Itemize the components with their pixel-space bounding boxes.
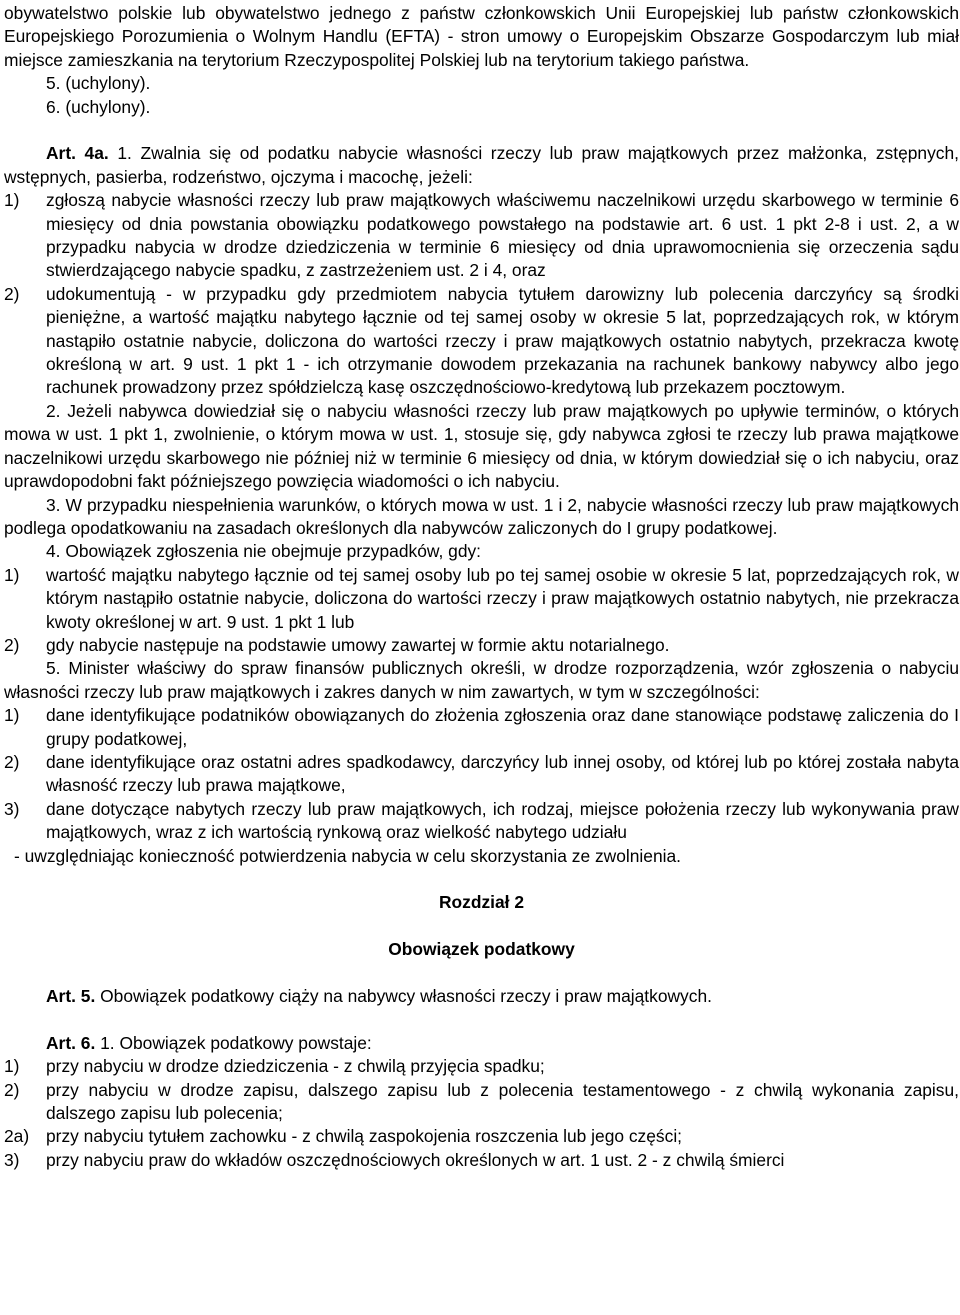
item-text: przy nabyciu tytułem zachowku - z chwilą zaspokojenia roszczenia lub jego części; (46, 1126, 683, 1147)
item-text: przy nabyciu w drodze dziedziczenia - z chwilą przyjęcia spadku; (46, 1056, 545, 1077)
item-number: 1) (4, 190, 20, 211)
art-4a-paragraph-5: 5. Minister właściwy do spraw finansów publicznych określi, w drodze rozporządzenia, wzór zgłoszenia o nabyciu własności rzeczy lub praw majątkowych i zakres danych w nim zawartych, w tym w szczególności: (4, 658, 959, 702)
art-6-text: 1. Obowiązek podatkowy powstaje: (95, 1032, 372, 1053)
item-number: 2) (4, 283, 20, 304)
spacer (4, 915, 959, 938)
item-text: dane identyfikujące oraz ostatni adres spadkodawcy, darczyńcy lub innej osoby, od której lub po której została nabyta własność rzeczy lub prawa majątkowe, (46, 751, 959, 796)
item-number: 1) (4, 564, 20, 585)
item-text: udokumentują - w przypadku gdy przedmiotem nabycia tytułem darowizny lub polecenia darczyńcy są środki pieniężne, a wartość majątku nabytego łącznie od tej samej osoby w okresie 5 lat, poprzedzających rok, w którym nastąpiło ostatnie nabycie, doliczona do wartości rzeczy i praw majątkowych ostatnio nabytych, przekracza kwotę określoną w art. 9 ust. 1 pkt 1 - ich otrzymanie dowodem przekazania na rachunek bankowy nabywcy albo jego rachunek prowadzony przez spółdzielczą kasę oszczędnościowo-kredytową lub przekazem pocztowym. (46, 283, 959, 398)
document-page (4, 2, 959, 1172)
art-4a-paragraph-5-tail: - uwzględniając konieczność potwierdzenia nabycia w celu skorzystania ze zwolnienia. (14, 845, 681, 866)
item-number: 1) (4, 1056, 20, 1077)
item-text: wartość majątku nabytego łącznie od tej samej osoby lub po tej samej osobie w okresie 5 lat, poprzedzających rok, w którym nastąpiło ostatnie nabycie, doliczona do wartości rzeczy i praw majątkowych ostatnio nabytych, nie przekracza kwoty określonej w art. 9 ust. 1 pkt 1 lub (46, 564, 959, 632)
item-text: przy nabyciu w drodze zapisu, dalszego zapisu lub z polecenia testamentowego - z chwilą wykonania zapisu, dalszego zapisu lub polecenia; (46, 1079, 959, 1124)
item-number: 3) (4, 798, 20, 819)
top-paragraph: obywatelstwo polskie lub obywatelstwo jednego z państw członkowskich Unii Europejskiej lub państw członkowskich Europejskiego Porozumienia o Wolnym Handlu (EFTA) - stron umowy o Europejskim Obszarze Gospodarczym lub miał miejsce zamieszkania na terytorium Rzeczypospolitej Polskiej lub na terytorium takiego państwa. (4, 3, 959, 70)
spacer (4, 1008, 959, 1031)
art-6-paragraph-1 (4, 1032, 959, 1055)
repealed-item-5: 5. (uchylony). (46, 73, 151, 94)
item-number: 2) (4, 751, 20, 772)
art-5-label: Art. 5. (46, 986, 96, 1006)
art-6-item (4, 1125, 959, 1148)
art-4a-p1-item (4, 283, 959, 400)
art-4a-paragraph-3: 3. W przypadku niespełnienia warunków, o których mowa w ust. 1 i 2, nabycie własności rzeczy lub praw majątkowych podlega opodatkowaniu na zasadach określonych dla nabywców zaliczonych do I grupy podatkowej. (4, 494, 959, 538)
art-6-item (4, 1055, 959, 1078)
item-number: 1) (4, 705, 20, 726)
art-4a-paragraph-4: 4. Obowiązek zgłoszenia nie obejmuje przypadków, gdy: (46, 541, 482, 562)
chapter-title: Obowiązek podatkowy (388, 939, 575, 960)
art-4a-p4-item (4, 634, 959, 657)
art-4a-p5-item (4, 751, 959, 798)
chapter-number: Rozdział 2 (438, 892, 525, 913)
item-number: 2) (4, 634, 20, 655)
art-4a-p1-text: 1. Zwalnia się od podatku nabycie własności rzeczy lub praw majątkowych przez małżonka, zstępnych, wstępnych, pasierba, rodzeństwo, ojczyma i macochę, jeżeli: (4, 143, 959, 187)
spacer (4, 868, 959, 891)
art-5-paragraph (4, 985, 959, 1008)
art-4a-paragraph-2: 2. Jeżeli nabywca dowiedział się o nabyciu własności rzeczy lub praw majątkowych po upływie terminów, o których mowa w ust. 1 pkt 1, zwolnienie, o którym mowa w ust. 1, stosuje się, gdy nabywca zgłosi te rzeczy lub prawa majątkowe naczelnikowi urzędu skarbowego nie później niż w terminie 6 miesięcy od dnia, w którym dowiedział się o ich nabyciu, oraz uprawdopodobni fakt późniejszego powzięcia wiadomości o ich nabyciu. (4, 400, 959, 492)
art-4a-p4-item (4, 564, 959, 634)
art-4a-p1-item (4, 189, 959, 283)
art-6-item (4, 1079, 959, 1126)
item-number: 3) (4, 1149, 20, 1170)
spacer (4, 962, 959, 985)
item-text: gdy nabycie następuje na podstawie umowy zawartej w formie aktu notarialnego. (46, 634, 670, 655)
art-4a-p5-item (4, 798, 959, 845)
repealed-item-6: 6. (uchylony). (46, 96, 151, 117)
art-6-item (4, 1149, 959, 1172)
spacer (4, 119, 959, 142)
item-number: 2) (4, 1079, 20, 1100)
art-4a-paragraph-1 (4, 142, 959, 189)
art-4a-p5-item (4, 704, 959, 751)
item-text: przy nabyciu praw do wkładów oszczędnościowych określonych w art. 1 ust. 2 - z chwilą śmierci (46, 1149, 785, 1170)
item-number: 2a) (4, 1126, 30, 1147)
art-6-label: Art. 6. (46, 1032, 96, 1053)
item-text: dane identyfikujące podatników obowiązanych do złożenia zgłoszenia oraz dane stanowiące podstawę zaliczenia do I grupy podatkowej, (46, 705, 959, 749)
art-4a-label: Art. 4a. (46, 143, 109, 164)
art-5-text: Obowiązek podatkowy ciąży na nabywcy własności rzeczy i praw majątkowych. (95, 986, 712, 1006)
item-text: dane dotyczące nabytych rzeczy lub praw majątkowych, ich rodzaj, miejsce położenia rzeczy lub wykonywania praw majątkowych, wraz z ich wartością rynkową oraz wielkość nabytego udziału (46, 798, 959, 843)
item-text: zgłoszą nabycie własności rzeczy lub praw majątkowych właściwemu naczelnikowi urzędu skarbowego w terminie 6 miesięcy od dnia powstania obowiązku podatkowego powstałego na podstawie art. 6 ust. 1 pkt 2-8 i ust. 2, a w przypadku nabycia w drodze dziedziczenia w terminie 6 miesięcy od dnia uprawomocnienia się orzeczenia sądu stwierdzającego nabycie spadku, z zastrzeżeniem ust. 2 i 4, oraz (46, 190, 959, 281)
